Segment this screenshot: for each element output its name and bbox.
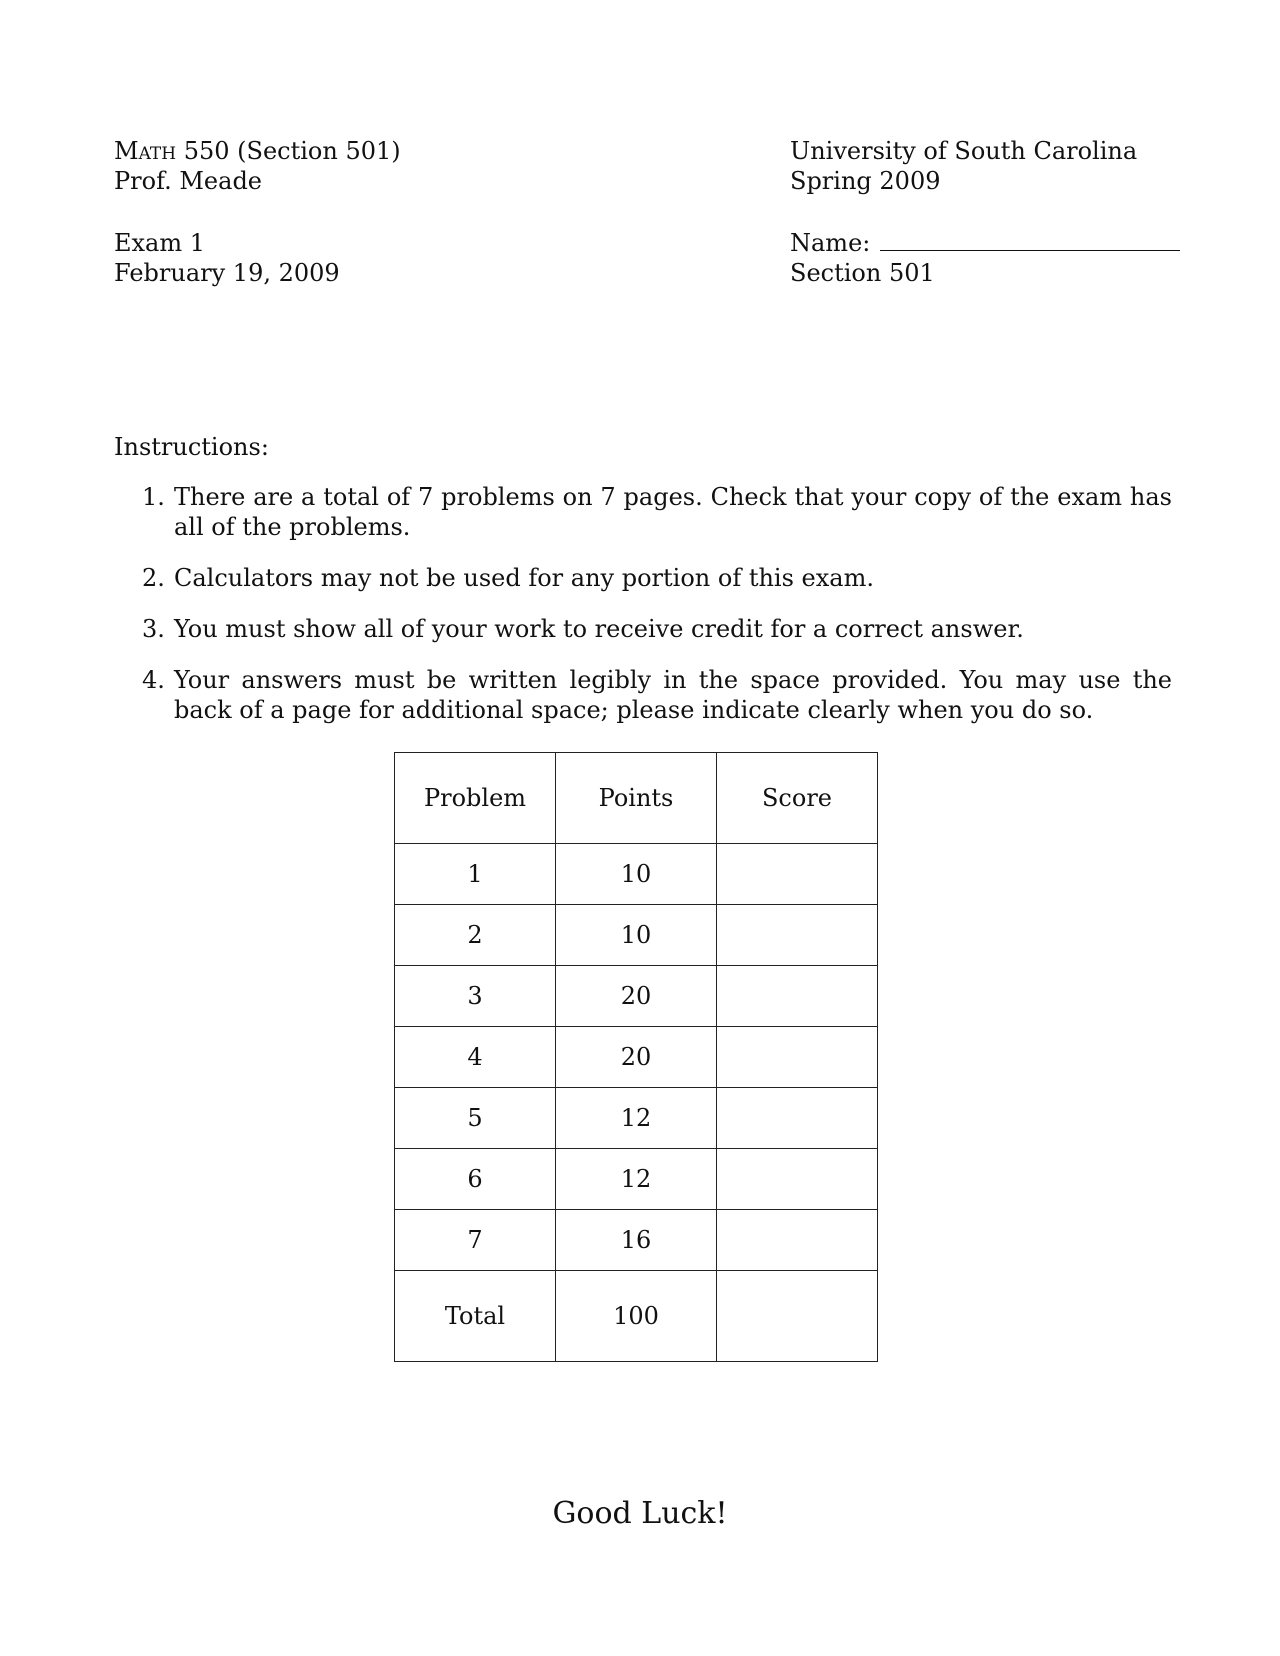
instruction-text: Your answers must be written legibly in the space provided. You may use the back of a page for additional space; please indicate clearly when you do so. <box>174 666 1172 724</box>
professor-name: Prof. Meade <box>114 167 263 195</box>
cell-points: 20 <box>556 1027 717 1088</box>
total-points: 100 <box>556 1271 717 1362</box>
exam-info <box>114 228 340 288</box>
cell-score[interactable] <box>717 966 878 1027</box>
cell-points: 16 <box>556 1210 717 1271</box>
section-label: Section 501 <box>790 259 935 287</box>
table-row <box>395 1210 878 1271</box>
cell-problem: 7 <box>395 1210 556 1271</box>
instruction-number: 4. <box>142 666 165 694</box>
good-luck-message: Good Luck! <box>552 1496 728 1531</box>
course-number: 550 (Section 501) <box>176 137 401 165</box>
exam-date: February 19, 2009 <box>114 259 340 287</box>
table-row <box>395 966 878 1027</box>
table-row <box>395 905 878 966</box>
institution-info <box>790 136 1137 196</box>
cell-points: 12 <box>556 1149 717 1210</box>
cell-score[interactable] <box>717 1088 878 1149</box>
header-problem: Problem <box>395 753 556 844</box>
instruction-number: 3. <box>142 615 165 643</box>
header-points: Points <box>556 753 717 844</box>
table-row <box>395 844 878 905</box>
table-total-row <box>395 1271 878 1362</box>
course-title <box>114 136 401 166</box>
total-score[interactable] <box>717 1271 878 1362</box>
cell-score[interactable] <box>717 1149 878 1210</box>
instruction-item <box>142 614 1172 644</box>
cell-problem: 4 <box>395 1027 556 1088</box>
course-prefix: Math <box>114 137 177 165</box>
instruction-number: 1. <box>142 483 165 511</box>
cell-points: 20 <box>556 966 717 1027</box>
university-name: University of South Carolina <box>790 137 1138 165</box>
score-table <box>394 752 878 1362</box>
cell-points: 10 <box>556 905 717 966</box>
cell-score[interactable] <box>717 1027 878 1088</box>
name-blank-line[interactable] <box>880 230 1180 251</box>
cell-problem: 5 <box>395 1088 556 1149</box>
name-row <box>790 228 1180 258</box>
table-header-row <box>395 753 878 844</box>
name-label: Name: <box>790 229 871 257</box>
cell-problem: 3 <box>395 966 556 1027</box>
total-label: Total <box>395 1271 556 1362</box>
cell-points: 12 <box>556 1088 717 1149</box>
instruction-item <box>142 563 1172 593</box>
instruction-number: 2. <box>142 564 165 592</box>
instruction-text: Calculators may not be used for any portion of this exam. <box>174 564 874 592</box>
instructions-heading: Instructions: <box>114 433 269 461</box>
student-info <box>790 228 1180 288</box>
cell-problem: 6 <box>395 1149 556 1210</box>
cell-score[interactable] <box>717 1210 878 1271</box>
cell-score[interactable] <box>717 905 878 966</box>
instruction-item <box>142 482 1172 542</box>
table-row <box>395 1149 878 1210</box>
cell-points: 10 <box>556 844 717 905</box>
exam-title: Exam 1 <box>114 229 206 257</box>
instruction-text: There are a total of 7 problems on 7 pages. Check that your copy of the exam has all of the problems. <box>174 483 1172 541</box>
instructions-list <box>142 482 1172 746</box>
term: Spring 2009 <box>790 167 941 195</box>
cell-problem: 2 <box>395 905 556 966</box>
instruction-text: You must show all of your work to receive credit for a correct answer. <box>174 615 1024 643</box>
table-row <box>395 1027 878 1088</box>
instruction-item <box>142 665 1172 725</box>
course-info <box>114 136 401 196</box>
cell-score[interactable] <box>717 844 878 905</box>
table-row <box>395 1088 878 1149</box>
header-score: Score <box>717 753 878 844</box>
cell-problem: 1 <box>395 844 556 905</box>
